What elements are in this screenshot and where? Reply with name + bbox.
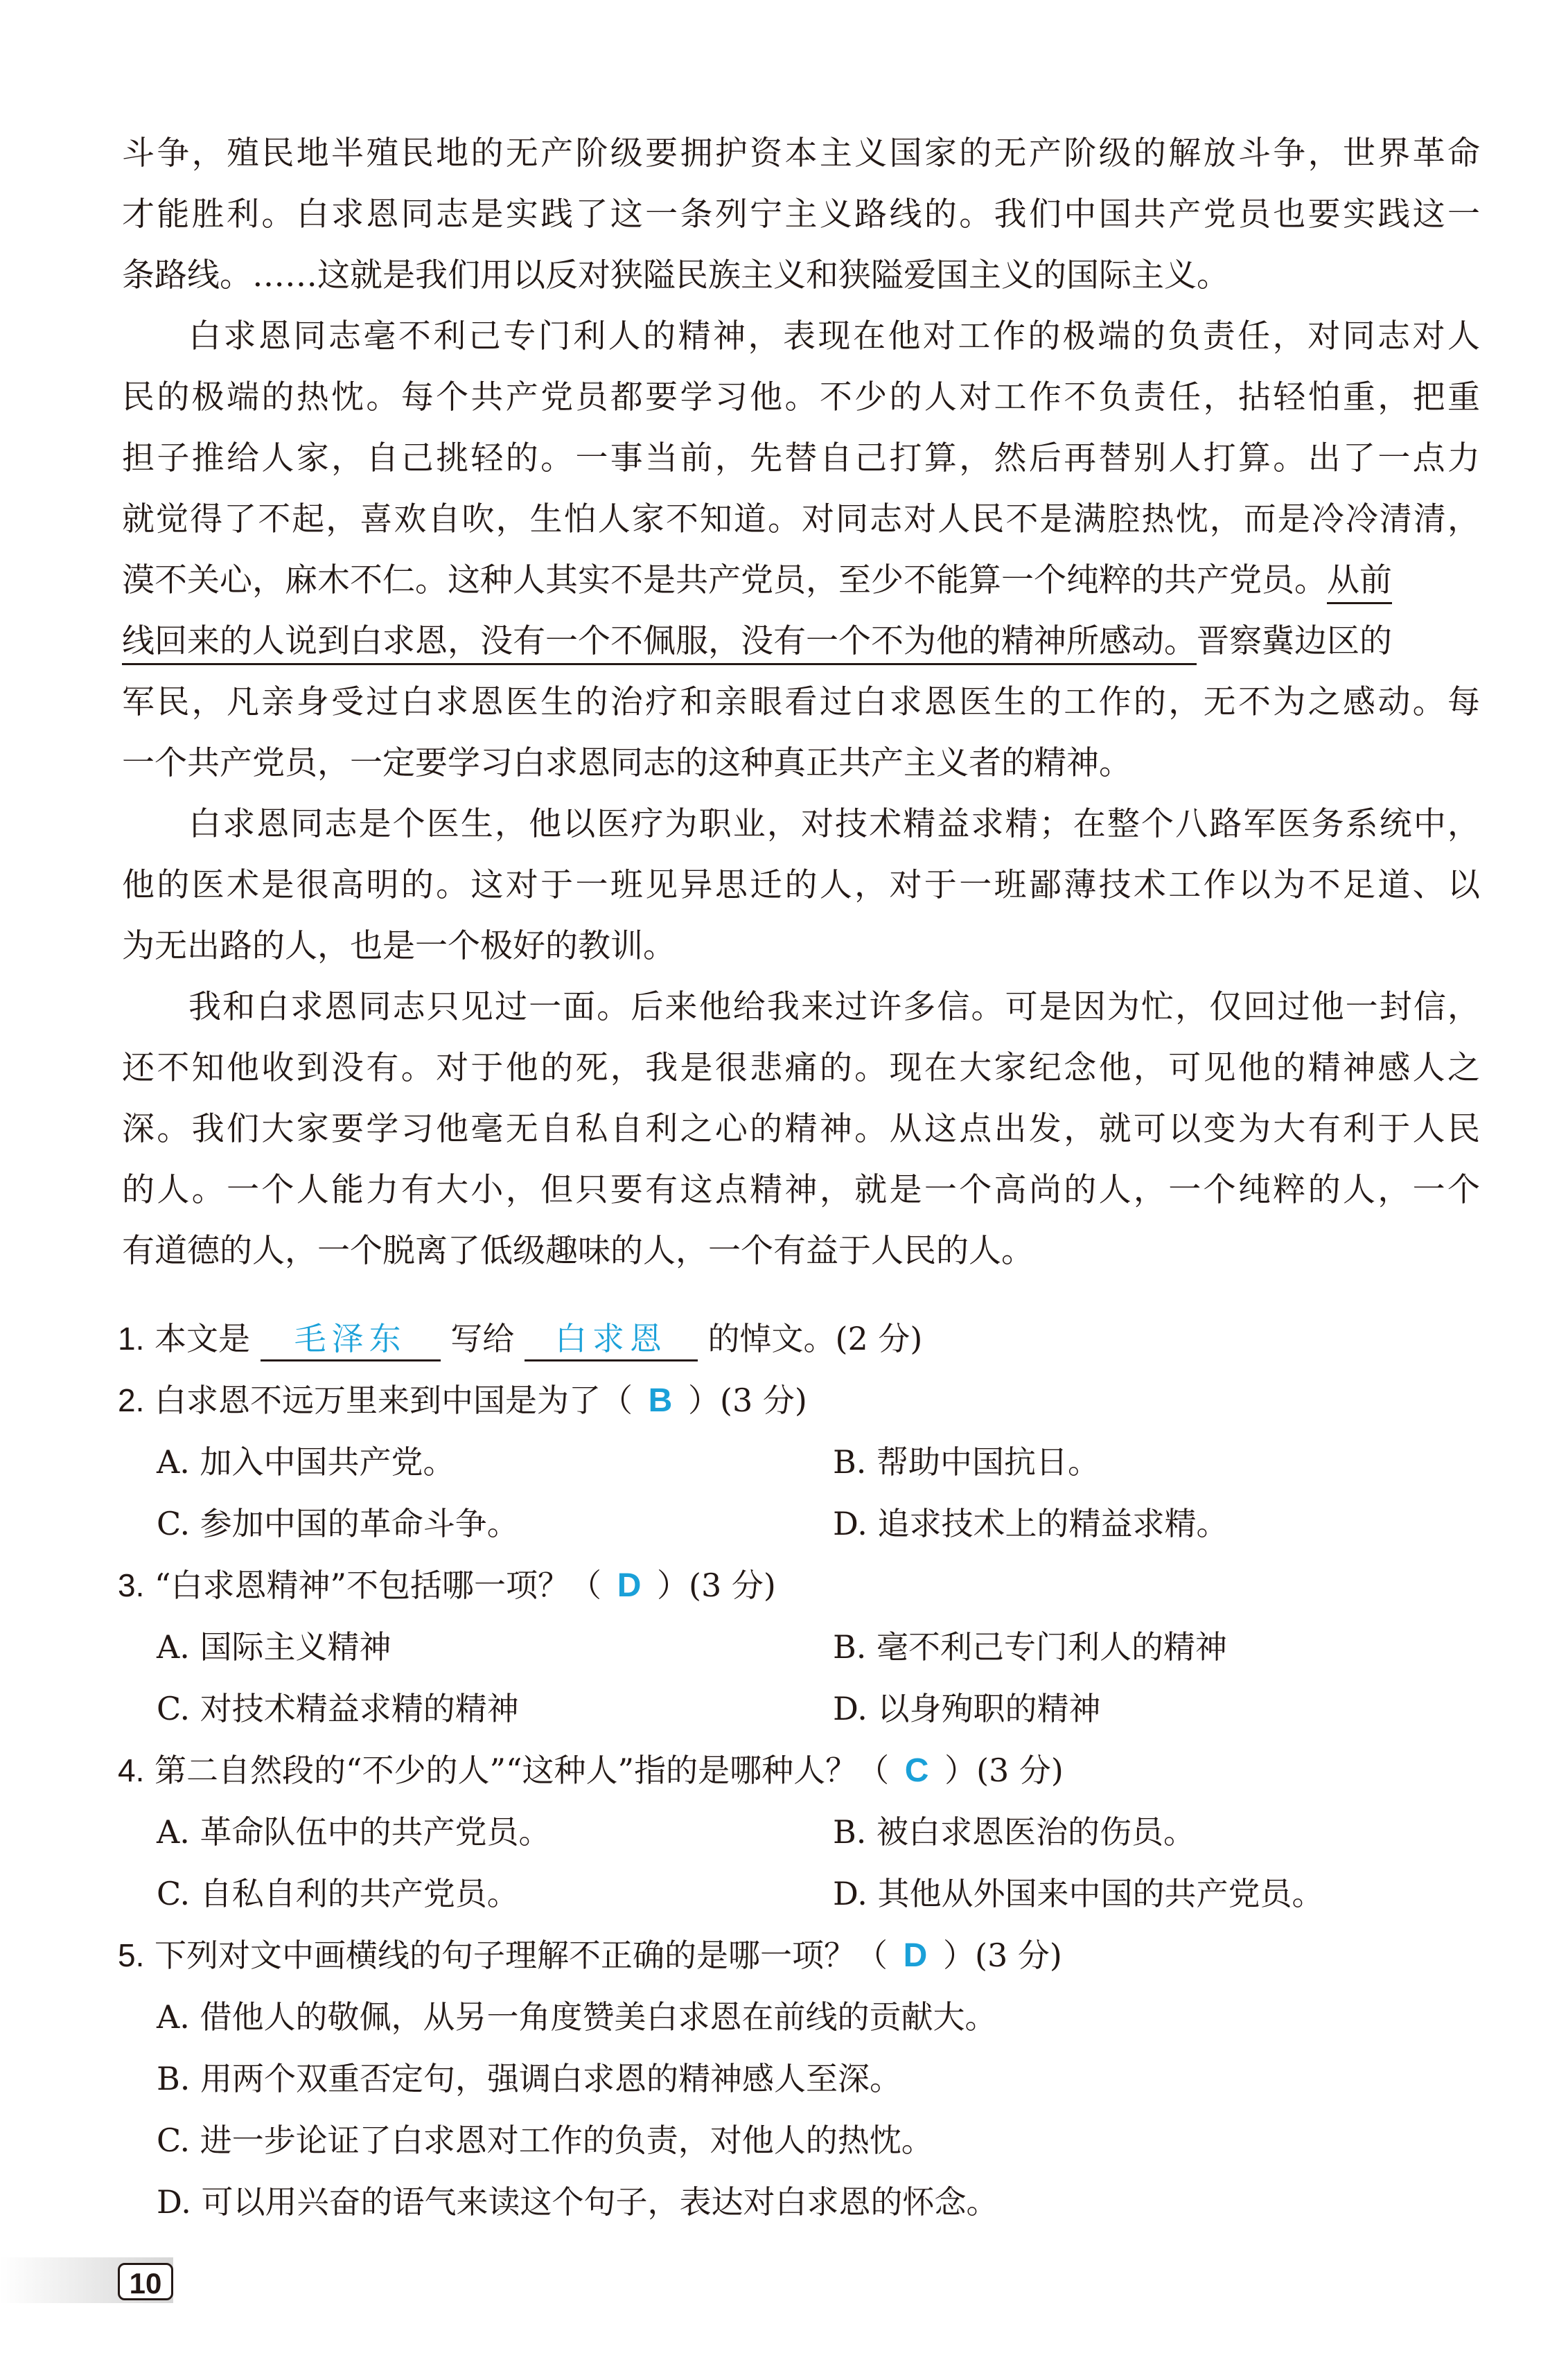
- page-number: 10: [118, 2263, 173, 2300]
- options-row: [118, 1616, 1483, 1678]
- passage-text: 漠不关心，麻木不仁。这种人其实不是共产党员，至少不能算一个纯粹的共产党员。: [122, 561, 1327, 599]
- passage-line: 还不知他收到没有。对于他的死，我是很悲痛的。现在大家纪念他，可见他的精神感人之: [122, 1049, 1480, 1087]
- passage-line: [122, 550, 1480, 611]
- question-number: 1.: [118, 1321, 145, 1357]
- question-stem: 第二自然段的“不少的人”“这种人”指的是哪种人？（: [155, 1752, 890, 1789]
- passage-line: 白求恩同志是个医生，他以医疗为职业，对技术精益求精；在整个八路军医务系统中，: [188, 805, 1480, 843]
- answer-choice[interactable]: C: [904, 1752, 929, 1789]
- passage-line: 担子推给人家，自己挑轻的。一事当前，先替自己打算，然后再替别人打算。出了一点力: [122, 439, 1480, 477]
- question-number: 2.: [118, 1382, 145, 1418]
- question-section: [118, 1308, 1483, 2233]
- option-a: A. 借他人的敬佩，从另一角度赞美白求恩在前线的贡献大。: [157, 1998, 997, 2036]
- underlined-sentence: 从前: [1327, 561, 1392, 604]
- question-5: [118, 1925, 1483, 1986]
- option-a: A. 加入中国共产党。: [157, 1443, 455, 1481]
- question-number: 5.: [118, 1937, 145, 1973]
- passage-line: 民的极端的热忱。每个共产党员都要学习他。不少的人对工作不负责任，拈轻怕重，把重: [122, 378, 1480, 416]
- question-stem: 下列对文中画横线的句子理解不正确的是哪一项？（: [155, 1937, 888, 1974]
- question-text: 写给: [450, 1320, 515, 1357]
- option-d: D. 追求技术上的精益求精。: [833, 1505, 1228, 1542]
- answer-blank-recipient[interactable]: 白求恩: [525, 1318, 698, 1361]
- answer-blank-author[interactable]: 毛泽东: [261, 1318, 441, 1361]
- question-score: ）(3 分): [657, 1567, 776, 1604]
- option-b: B. 毫不利己专门利人的精神: [833, 1628, 1228, 1666]
- question-score: ）(3 分): [944, 1752, 1064, 1789]
- option-b: B. 用两个双重否定句，强调白求恩的精神感人至深。: [157, 2060, 902, 2097]
- answer-choice[interactable]: D: [617, 1567, 642, 1604]
- option-row: [118, 2171, 1483, 2233]
- question-4: [118, 1740, 1483, 1801]
- option-c: C. 进一步论证了白求恩对工作的负责，对他人的热忱。: [157, 2122, 933, 2159]
- answer-choice[interactable]: B: [648, 1382, 673, 1419]
- passage-line: 的人。一个人能力有大小，但只要有这点精神，就是一个高尚的人，一个纯粹的人，一个: [122, 1171, 1480, 1209]
- passage-line: 军民，凡亲身受过白求恩医生的治疗和亲眼看过白求恩医生的工作的，无不为之感动。每: [122, 683, 1480, 721]
- passage-line: 才能胜利。白求恩同志是实践了这一条列宁主义路线的。我们中国共产党员也要实践这一: [122, 195, 1480, 233]
- question-1: [118, 1308, 1483, 1370]
- passage-text: 晋察冀边区的: [1197, 622, 1392, 660]
- passage-line: 为无出路的人，也是一个极好的教训。: [122, 927, 676, 965]
- question-2: [118, 1370, 1483, 1431]
- passage-line: 白求恩同志毫不利己专门利人的精神，表现在他对工作的极端的负责任，对同志对人: [188, 317, 1480, 355]
- question-text: 本文是: [155, 1320, 250, 1357]
- passage-line: 条路线。……这就是我们用以反对狭隘民族主义和狭隘爱国主义的国际主义。: [122, 256, 1229, 294]
- passage-line: 深。我们大家要学习他毫无自私自利之心的精神。从这点出发，就可以变为大有利于人民: [122, 1110, 1480, 1148]
- option-row: [118, 2048, 1483, 2110]
- question-score: ）(3 分): [943, 1937, 1062, 1974]
- option-d: D. 可以用兴奋的语气来读这个句子，表达对白求恩的怀念。: [157, 2183, 998, 2221]
- options-row: [118, 1431, 1483, 1493]
- options-row: [118, 1493, 1483, 1555]
- options-row: [118, 1678, 1483, 1740]
- option-a: A. 革命队伍中的共产党员。: [157, 1813, 551, 1851]
- passage-line: 有道德的人，一个脱离了低级趣味的人，一个有益于人民的人。: [122, 1232, 1034, 1270]
- passage-line: 他的医术是很高明的。这对于一班见异思迁的人，对于一班鄙薄技术工作以为不足道、以: [122, 866, 1480, 904]
- answer-choice[interactable]: D: [903, 1937, 928, 1974]
- passage-line: 斗争，殖民地半殖民地的无产阶级要拥护资本主义国家的无产阶级的解放斗争，世界革命: [122, 134, 1480, 173]
- option-d: D. 其他从外国来中国的共产党员。: [833, 1875, 1324, 1912]
- options-row: [118, 1863, 1483, 1925]
- option-b: B. 帮助中国抗日。: [833, 1443, 1100, 1481]
- question-stem: 白求恩不远万里来到中国是为了（: [155, 1382, 633, 1419]
- question-score: ）(3 分): [688, 1382, 807, 1419]
- passage-line: 就觉得了不起，喜欢自吹，生怕人家不知道。对同志对人民不是满腔热忱，而是冷冷清清，: [122, 500, 1480, 538]
- option-c: C. 参加中国的革命斗争。: [157, 1505, 519, 1542]
- question-number: 4.: [118, 1752, 145, 1788]
- question-text: 的悼文。(2 分): [707, 1320, 923, 1357]
- option-c: C. 自私自利的共产党员。: [157, 1875, 519, 1912]
- question-stem: “白求恩精神”不包括哪一项？（: [155, 1567, 602, 1604]
- passage-line: [122, 611, 1480, 672]
- option-d: D. 以身殉职的精神: [833, 1690, 1101, 1727]
- question-3: [118, 1555, 1483, 1616]
- options-row: [118, 1801, 1483, 1863]
- passage-line: 我和白求恩同志只见过一面。后来他给我来过许多信。可是因为忙，仅回过他一封信，: [188, 988, 1480, 1026]
- option-row: [118, 1986, 1483, 2048]
- option-b: B. 被白求恩医治的伤员。: [833, 1813, 1196, 1851]
- option-a: A. 国际主义精神: [157, 1628, 391, 1666]
- option-c: C. 对技术精益求精的精神: [157, 1690, 519, 1727]
- reading-passage: [122, 123, 1480, 1282]
- passage-line: 一个共产党员，一定要学习白求恩同志的这种真正共产主义者的精神。: [122, 744, 1131, 782]
- option-row: [118, 2110, 1483, 2171]
- question-number: 3.: [118, 1567, 145, 1603]
- underlined-sentence: 线回来的人说到白求恩，没有一个不佩服，没有一个不为他的精神所感动。: [122, 622, 1197, 665]
